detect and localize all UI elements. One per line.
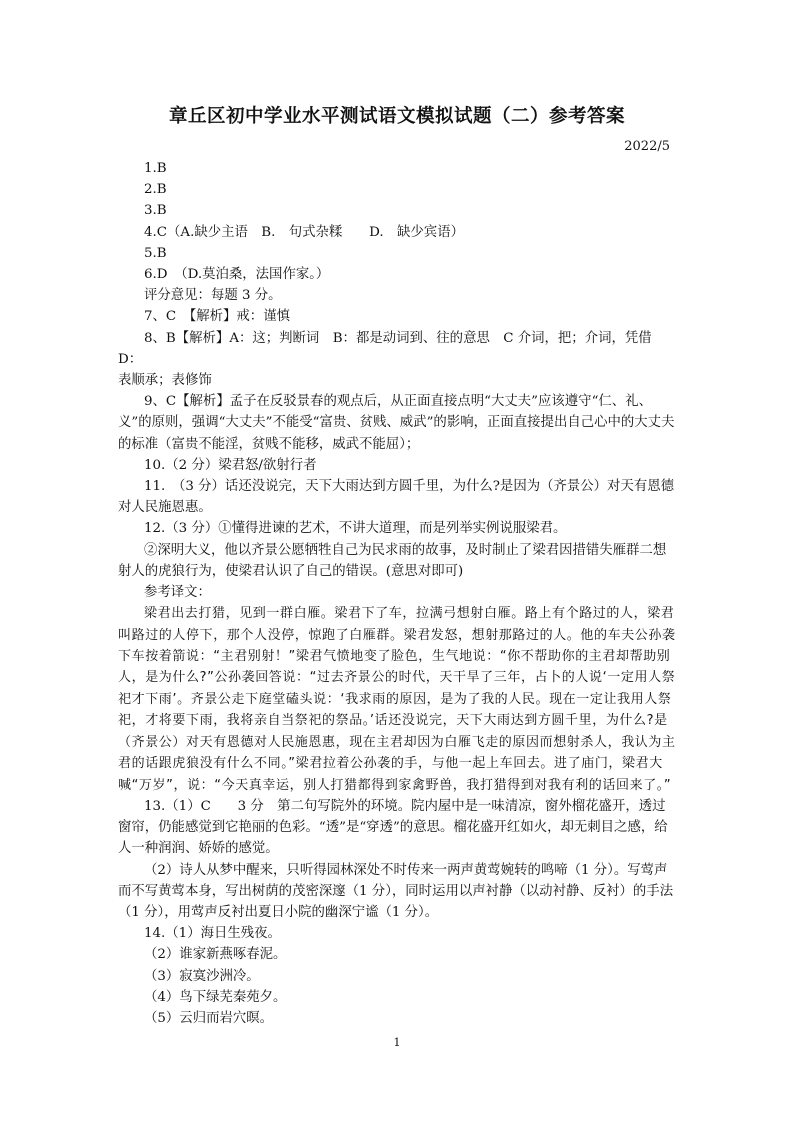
answer-9: 9、C【解析】孟子在反驳景春的观点后，从正面直接点明“大丈夫”应该遵守“仁、礼、义”的原则，强调“大丈夫”不能受“富贵、贫贱、威武”的影响，正面直接提出自己心中的大丈夫的标准（富贵不能淫，贫贱不能移，威武不能屈）； bbox=[118, 394, 675, 452]
answer-4: 4.C（A.缺少主语 B. 句式杂糅 D. 缺少宾语） bbox=[144, 224, 464, 240]
answer-14-3: （3）寂寞沙洲冷。 bbox=[144, 968, 260, 984]
answer-13-part1: 13.（1）C 3 分 第二句写院外的环境。院内屋中是一味清凉，窗外榴花盛开，透过窗帘，仍能感觉到它艳丽的色彩。“透”是“穿透”的意思。榴花盛开红如火，却无刺目之感，给人一种润润、娇娇的感觉。 bbox=[118, 798, 668, 857]
answer-12-part2: ②深明大义，他以齐景公愿牺牲自己为民求雨的故事，及时制止了梁君因措错失雁群二想射人的虎狼行为，使梁君认识了自己的错误。(意思对即可) bbox=[118, 542, 667, 579]
answer-2: 2.B bbox=[144, 182, 167, 198]
page-title: 章丘区初中学业水平测试语文模拟试题（二）参考答案 bbox=[168, 106, 625, 127]
translation-label: 参考译文： bbox=[144, 585, 211, 601]
answer-1: 1.B bbox=[144, 161, 167, 176]
answer-14-2: （2）谁家新燕啄春泥。 bbox=[144, 947, 287, 963]
answer-5: 5.B bbox=[144, 245, 167, 261]
answer-11: 11. （3 分）话还没说完，天下大雨达到方圆千里，为什么?是因为（齐景公）对天有恩德对人民施恩惠。 bbox=[118, 479, 675, 516]
translation-text: 梁君出去打猎，见到一群白雁。梁君下了车，拉满弓想射白雁。路上有个路过的人，梁君叫路过的人停下，那个人没停，惊跑了白雁群。梁君发怒，想射那路过的人。他的车夫公孙袭下车按着箭说：“主君别射！”梁君气愤地变了脸色，生气地说：“你不帮助你的主君却帮助别人，是为什么?”公孙袭回答说：“过去齐景公的时代，天干旱了三年，占卜的人说‘一定用人祭祀才下雨’。齐景公走下庭堂磕头说：‘我求雨的原因，是为了我的人民。现在一定让我用人祭祀，才将要下雨，我将亲自当祭祀的祭品。’话还没说完，天下大雨达到方圆千里，为什么?是（齐景公）对天有恩德对人民施恩惠，现在主君却因为白雁飞走的原因而想射杀人，我认为主君的话跟虎狼没有什么不同。”梁君拉着公孙袭的手，与他一起上车回去。进了庙门，梁君大喊“万岁”，说：“今天真幸运，别人打猎都得到家禽野兽，我打猎得到对我有利的话回来了。” bbox=[118, 606, 676, 793]
answer-8-line2: 表顺承；表修饰 bbox=[118, 373, 212, 389]
date-label: 2022/5 bbox=[624, 139, 670, 154]
scoring-note: 评分意见：每题 3 分。 bbox=[144, 288, 282, 304]
answer-13-part2: （2）诗人从梦中醒来，只听得园林深处不时传来一两声黄莺婉转的鸣啼（1 分）。写莺声而不写黄莺本身，写出树荫的茂密深邃（1 分），同时运用以声衬静（以动衬静、反衬）的手法（1 分），用莺声反衬出夏日小院的幽深宁谧（1 分）。 bbox=[118, 862, 674, 920]
answer-3: 3.B bbox=[144, 203, 167, 219]
answer-12-part1: 12.（3 分）①懂得进谏的艺术，不讲大道理，而是列举实例说服梁君。 bbox=[144, 521, 567, 537]
answer-8-line1: 8、B【解析】A：这；判断词 B：都是动词到、往的意思 C 介词，把；介词，凭借 D： bbox=[118, 330, 679, 367]
answer-14-5: （5）云归而岩穴暝。 bbox=[144, 1010, 274, 1026]
answer-14-1: 14.（1）海日生残夜。 bbox=[144, 926, 281, 942]
answer-10: 10.（2 分）梁君怒/欲射行者 bbox=[144, 457, 317, 473]
answer-7: 7、C 【解析】戒：谨慎 bbox=[144, 309, 290, 325]
answer-6: 6.D （D.莫泊桑，法国作家。） bbox=[144, 267, 330, 283]
answer-14-4: （4）鸟下绿芜秦苑夕。 bbox=[144, 989, 287, 1005]
page-number: 1 bbox=[393, 1036, 401, 1049]
